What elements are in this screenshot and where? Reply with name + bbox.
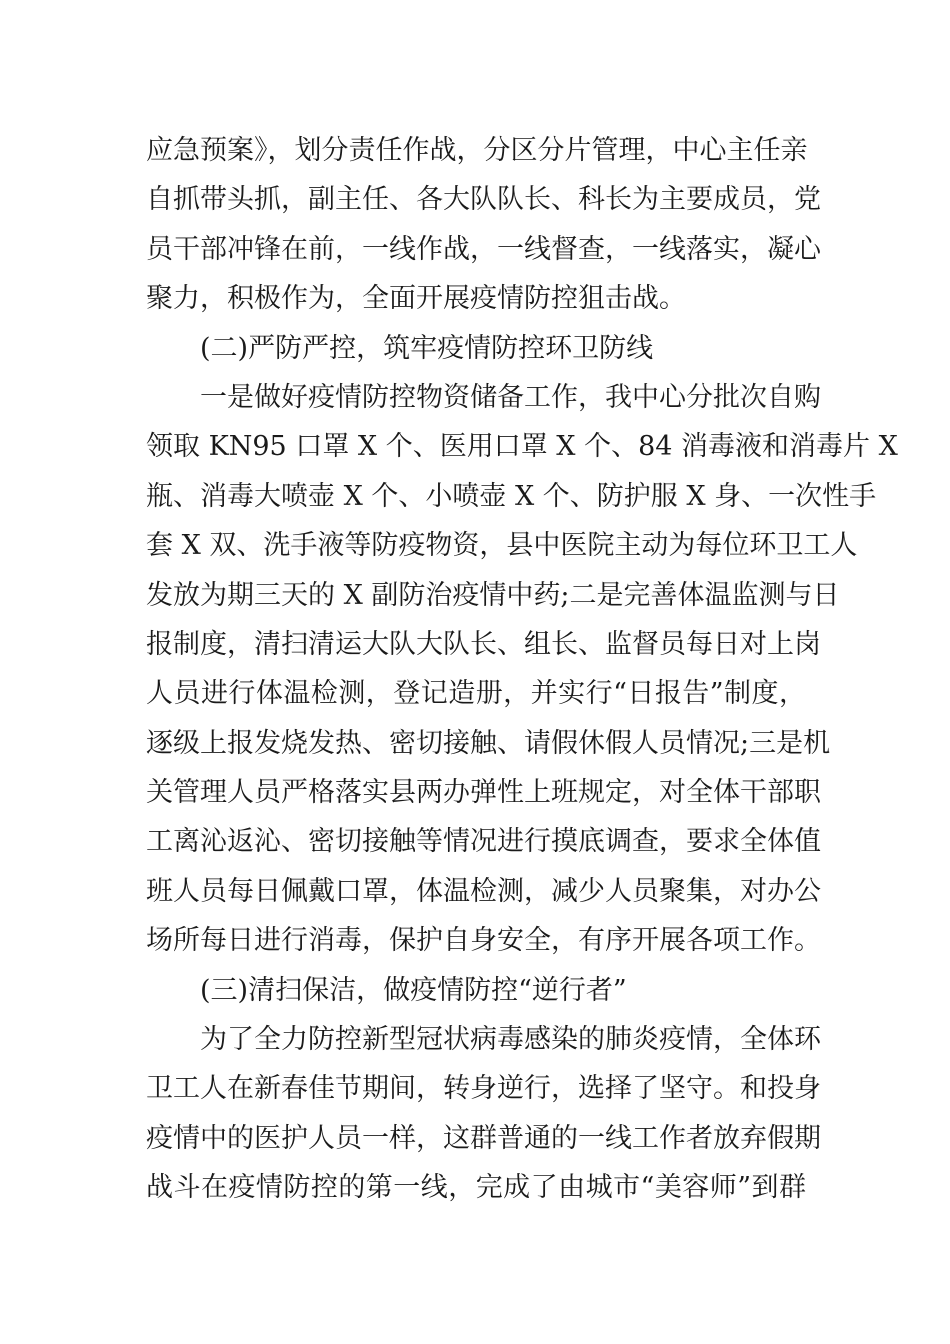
paragraph-line: 瓶、消毒大喷壶 X 个、小喷壶 X 个、防护服 X 身、一次性手: [146, 480, 877, 512]
section-heading: (三)清扫保洁，做疫情防控“逆行者”: [200, 974, 627, 1006]
paragraph-line: 战斗在疫情防控的第一线，完成了由城市“美容师”到群: [146, 1172, 806, 1204]
paragraph-line: 报制度，清扫清运大队大队长、组长、监督员每日对上岗: [146, 628, 821, 660]
paragraph-line: 应急预案》，划分责任作战，分区分片管理，中心主任亲: [146, 135, 808, 166]
paragraph-line: 逐级上报发烧发热、密切接触、请假休假人员情况;三是机: [146, 727, 831, 759]
paragraph-line: 员干部冲锋在前，一线作战，一线督查，一线落实，凝心: [146, 233, 821, 265]
paragraph-line: 聚力，积极作为，全面开展疫情防控狙击战。: [146, 283, 686, 315]
section-heading: (二)严防严控，筑牢疫情防控环卫防线: [200, 332, 654, 364]
paragraph-line: 班人员每日佩戴口罩，体温检测，减少人员聚集，对办公: [146, 875, 821, 907]
paragraph-line: 卫工人在新春佳节期间，转身逆行，选择了坚守。和投身: [146, 1073, 821, 1105]
paragraph-line: 人员进行体温检测，登记造册，并实行“日报告”制度，: [146, 678, 806, 710]
paragraph-line: 场所每日进行消毒，保护自身安全，有序开展各项工作。: [146, 925, 821, 957]
paragraph-line: 领取 KN95 口罩 X 个、医用口罩 X 个、84 消毒液和消毒片 X: [146, 431, 898, 463]
paragraph-line: 疫情中的医护人员一样，这群普通的一线工作者放弃假期: [146, 1122, 821, 1154]
paragraph-line: 关管理人员严格落实县两办弹性上班规定，对全体干部职: [146, 777, 821, 809]
paragraph-line: 一是做好疫情防控物资储备工作，我中心分批次自购: [200, 381, 821, 413]
paragraph-line: 套 X 双、洗手液等防疫物资，县中医院主动为每位环卫工人: [146, 530, 858, 562]
paragraph-line: 自抓带头抓，副主任、各大队队长、科长为主要成员，党: [146, 184, 821, 216]
paragraph-line: 为了全力防控新型冠状病毒感染的肺炎疫情，全体环: [200, 1024, 821, 1056]
body-text: [146, 126, 898, 1213]
paragraph-line: 工离沁返沁、密切接触等情况进行摸底调查，要求全体值: [146, 826, 821, 858]
paragraph-line: 发放为期三天的 X 副防治疫情中药;二是完善体温监测与日: [146, 579, 840, 611]
